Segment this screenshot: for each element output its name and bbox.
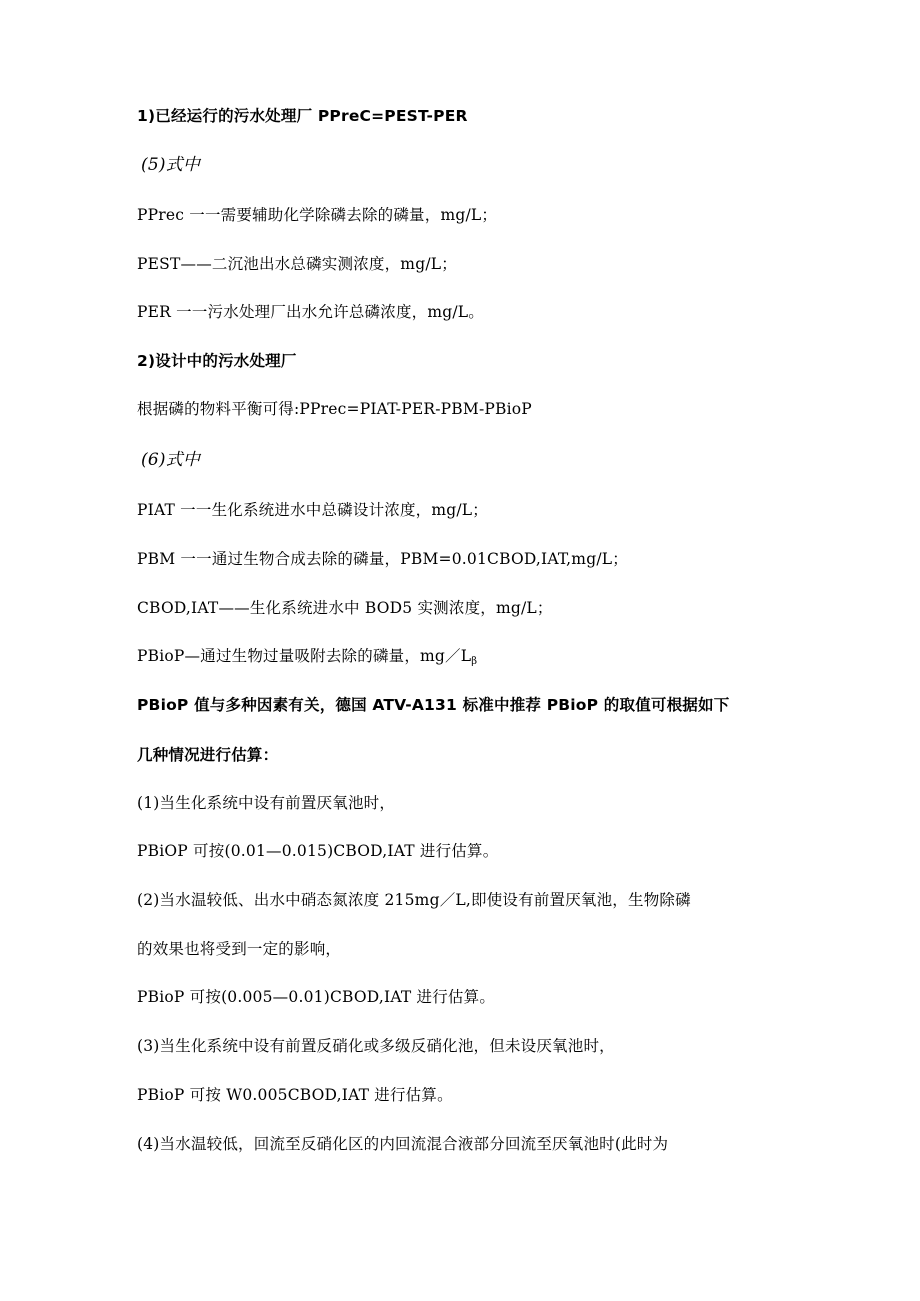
definition-pest: PEST——二沉池出水总磷实测浓度，mg/L； [137, 255, 457, 273]
case-2-estimate: PBioP 可按(0.005—0.01)CBOD,IAT 进行估算。 [137, 988, 496, 1006]
formula-6-label: (6)式中 [141, 450, 201, 470]
definition-pprec: PPrec 一一需要辅助化学除磷去除的磷量，mg/L； [137, 206, 498, 224]
definition-pbiop-text: PBioP—通过生物过量吸附去除的磷量，mg／L [137, 647, 472, 665]
case-3-condition: (3)当生化系统中设有前置反硝化或多级反硝化池，但未设厌氧池时， [137, 1037, 615, 1055]
case-1-condition: (1)当生化系统中设有前置厌氧池时， [137, 794, 396, 812]
case-3-estimate: PBioP 可按 W0.005CBOD,IAT 进行估算。 [137, 1086, 453, 1104]
case-2-condition-line-1: (2)当水温较低、出水中硝态氮浓度 215mg／L,即使设有前置厌氧池，生物除磷 [137, 891, 691, 909]
case-2-condition-line-2: 的效果也将受到一定的影响， [137, 940, 342, 958]
definition-per: PER 一一污水处理厂出水允许总磷浓度，mg/L。 [137, 303, 484, 321]
heading-existing-plant: 1)已经运行的污水处理厂 PPreC=PEST-PER [137, 107, 468, 125]
definition-pbm: PBM 一一通过生物合成去除的磷量，PBM=0.01CBOD,IAT,mg/L； [137, 550, 628, 568]
subscript-beta: β [471, 656, 478, 667]
definition-pbiop [137, 646, 477, 672]
case-4-condition: (4)当水温较低，回流至反硝化区的内回流混合液部分回流至厌氧池时(此时为 [137, 1135, 669, 1153]
pbiop-factors-line-2: 几种情况进行估算： [137, 746, 279, 764]
heading-design-plant: 2)设计中的污水处理厂 [137, 352, 297, 370]
phosphorus-balance-formula: 根据磷的物料平衡可得:PPrec=PIAT-PER-PBM-PBioP [137, 400, 532, 418]
formula-5-label: (5)式中 [141, 155, 201, 175]
case-1-estimate: PBiOP 可按(0.01—0.015)CBOD,IAT 进行估算。 [137, 842, 499, 860]
definition-cbod-iat: CBOD,IAT——生化系统进水中 BOD5 实测浓度，mg/L； [137, 599, 553, 617]
definition-piat: PIAT 一一生化系统进水中总磷设计浓度，mg/L； [137, 501, 488, 519]
pbiop-factors-line-1: PBioP 值与多种因素有关，德国 ATV-A131 标准中推荐 PBioP 的取值可根据如下 [137, 696, 730, 714]
